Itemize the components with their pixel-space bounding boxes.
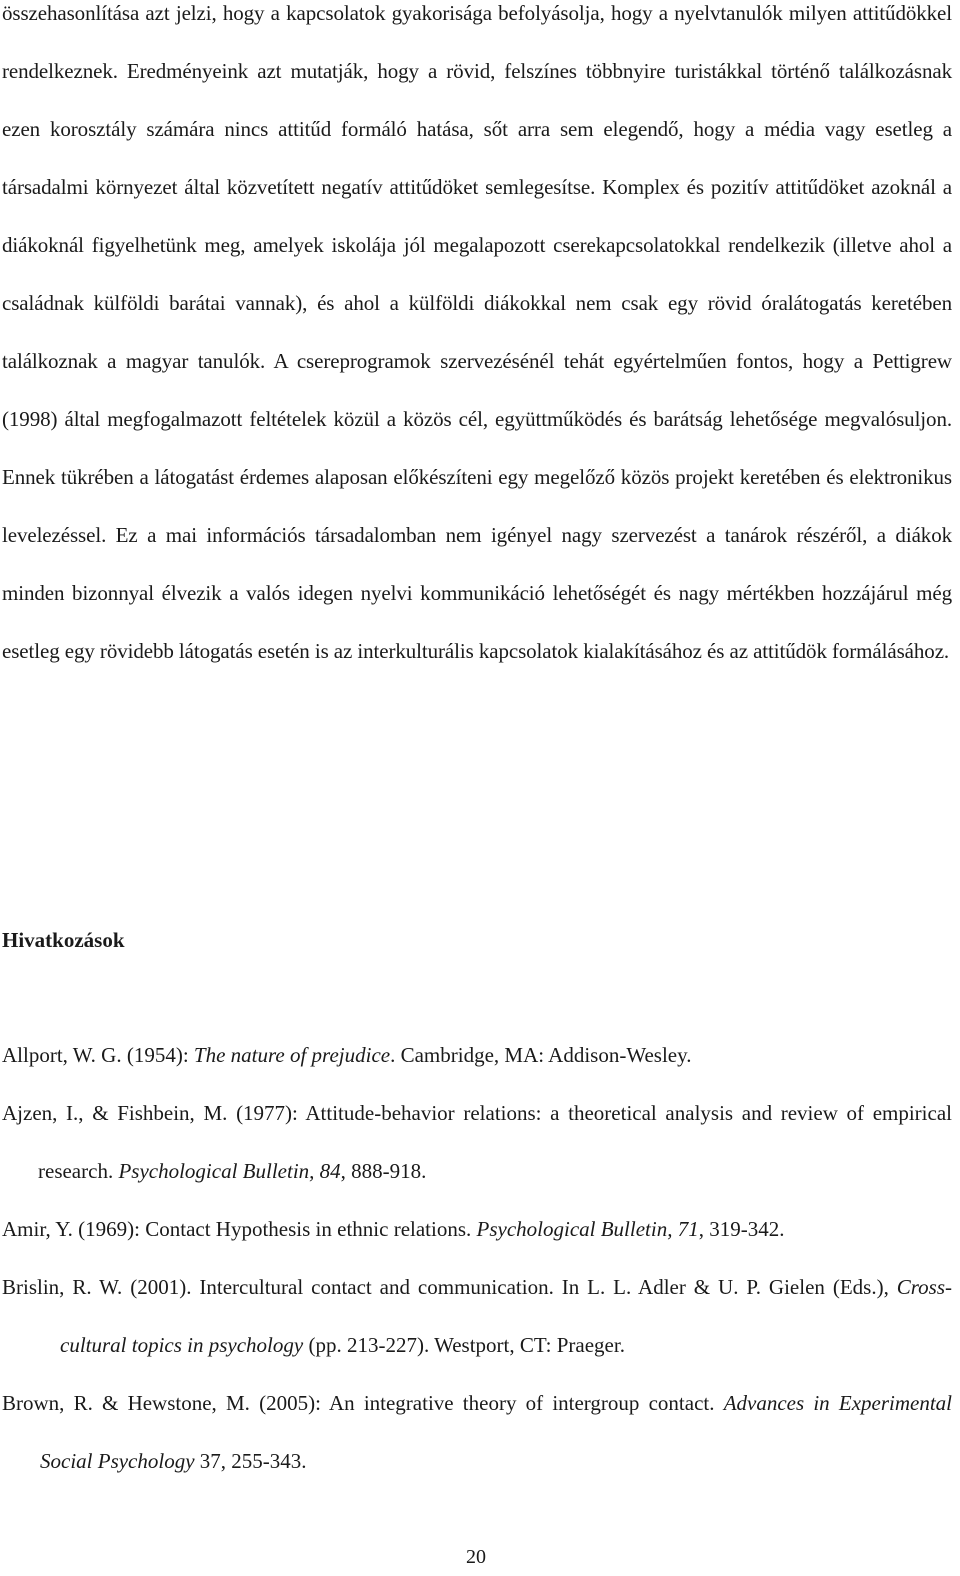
reference-title: Advances in Experimental Social Psychology	[40, 1391, 952, 1473]
reference-ajzen	[2, 1084, 952, 1200]
body-paragraph: összehasonlítása azt jelzi, hogy a kapcsolatok gyakorisága befolyásolja, hogy a nyelvtanulók milyen attitűdökkel rendelkeznek. Eredményeink azt mutatják, hogy a rövid, felszínes többnyire turistákkal történő találkozásnak ezen korosztály számára nincs attitűd formáló hatása, sőt arra sem elegendő, hogy a média vagy esetleg a társadalmi környezet által közvetített negatív attitűdöket semlegesítse. Komplex és pozitív attitűdöket azoknál a diákoknál figyelhetünk meg, amelyek iskolája jól megalapozott cserekapcsolatokkal rendelkezik (illetve ahol a családnak külföldi barátai vannak), és ahol a külföldi diákokkal nem csak egy rövid óralátogatás keretében találkoznak a magyar tanulók. A csereprogramok szervezésénél tehát egyértelműen fontos, hogy a Pettigrew (1998) által megfogalmazott feltételek közül a közös cél, együttműködés és barátság lehetősége megvalósuljon. Ennek tükrében a látogatást érdemes alaposan előkészíteni egy megelőző közös projekt keretében és elektronikus levelezéssel. Ez a mai információs társadalomban nem igényel nagy szervezést a tanárok részéről, a diákok minden bizonnyal élvezik a valós idegen nyelvi kommunikáció lehetőségét és nagy mértékben hozzájárul még esetleg egy rövidebb látogatás esetén is az interkulturális kapcsolatok kialakításához és az attitűdök formálásához.	[2, 1, 952, 663]
reference-title: Cross-cultural topics in psychology	[60, 1275, 952, 1357]
reference-allport	[2, 1026, 952, 1084]
reference-text: , 888-918.	[340, 1159, 427, 1183]
reference-brislin	[2, 1258, 952, 1374]
reference-text: Ajzen, I., & Fishbein, M. (1977): Attitude-behavior relations: a theoretical analysis and review of empirical research.	[2, 1101, 952, 1183]
reference-text: (pp. 213-227). Westport, CT: Praeger.	[303, 1333, 625, 1357]
reference-amir	[2, 1200, 952, 1258]
reference-text: Allport, W. G. (1954):	[2, 1043, 194, 1067]
reference-title: The nature of prejudice	[193, 1043, 391, 1067]
reference-list	[2, 1026, 952, 1490]
reference-brown	[2, 1374, 952, 1490]
reference-title: Psychological Bulletin, 84	[118, 1159, 341, 1183]
reference-title: Psychological Bulletin, 71	[476, 1217, 699, 1241]
reference-text: 37, 255-343.	[194, 1449, 307, 1473]
reference-text: , 319-342.	[698, 1217, 785, 1241]
reference-text: Brown, R. & Hewstone, M. (2005): An integrative theory of intergroup contact.	[2, 1391, 724, 1415]
reference-text: . Cambridge, MA: Addison-Wesley.	[390, 1043, 692, 1067]
reference-text: Amir, Y. (1969): Contact Hypothesis in ethnic relations.	[2, 1217, 477, 1241]
reference-text: Brislin, R. W. (2001). Intercultural contact and communication. In L. L. Adler & U. P. Gielen (Eds.),	[2, 1275, 897, 1299]
page-number: 20	[466, 1546, 486, 1568]
references-heading: Hivatkozások	[2, 928, 125, 952]
